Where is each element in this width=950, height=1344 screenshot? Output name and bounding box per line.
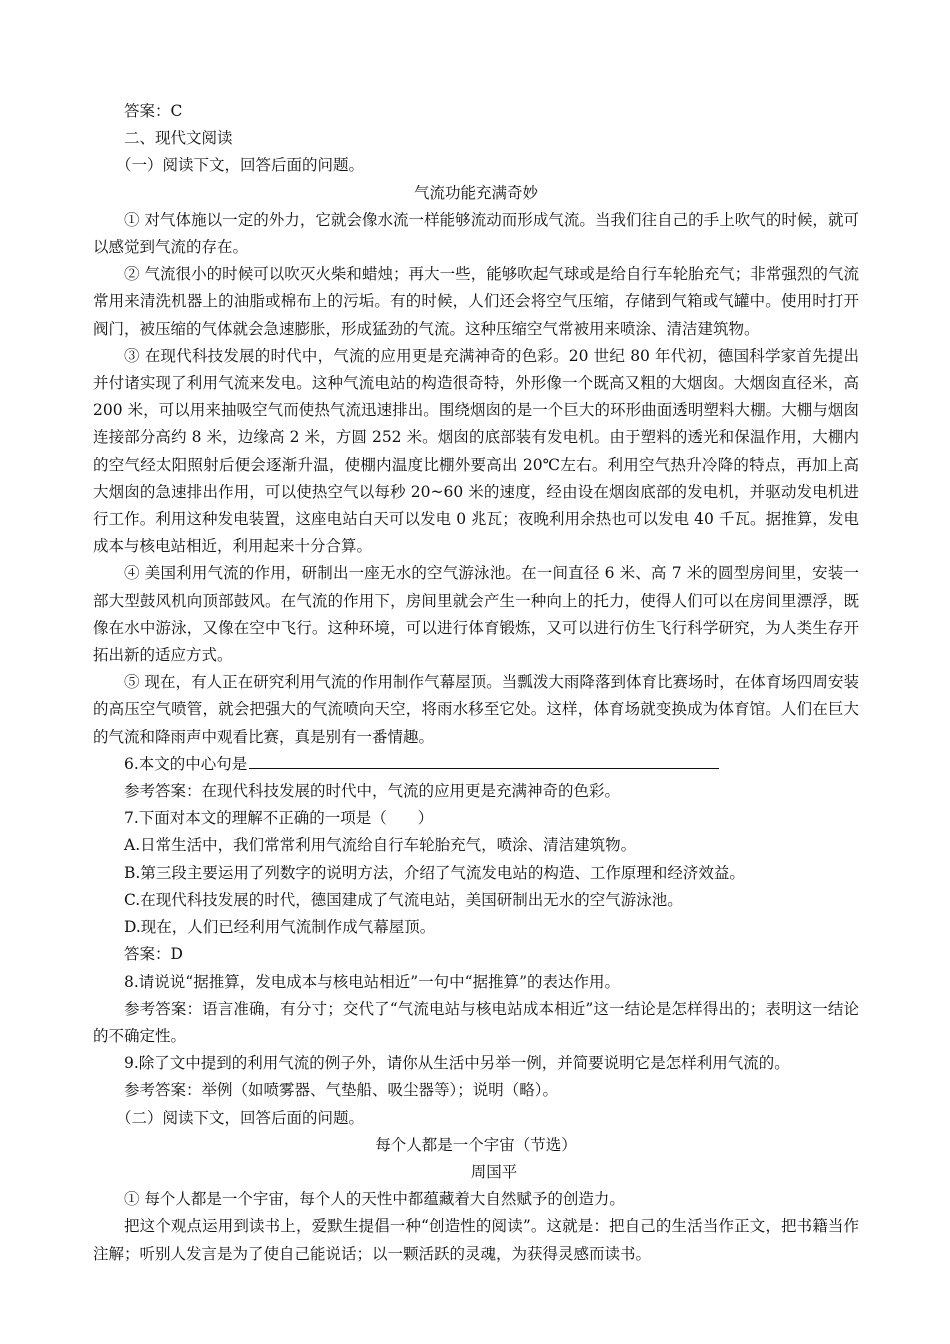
answer-line: 答案：C xyxy=(124,102,183,120)
paragraph: 把这个观点运用到读书上，爱默生提倡一种“创造性的阅读”。这就是：把自己的生活当作正文，把书籍当作注解；听别人发言是为了使自己能说话；以一颗活跃的灵魂，为获得灵感而读书。 xyxy=(93,1217,859,1263)
answer-line: 答案：D xyxy=(124,945,183,964)
question-text: 6.本文的中心句是 xyxy=(124,754,248,773)
paragraph: ④ 美国利用气流的作用，研制出一座无水的空气游泳池。在一间直径 6 米、高 7 米的圆型房间里，安装一部大型鼓风机向顶部鼓风。在气流的作用下，房间里就会产生一种向上的托力，使得人们可以在房间里漂浮，既像在水中游泳，又像在空中飞行。这种环境，可以进行体育锻炼，又可以进行仿生飞行科学研究，为人类生存开拓出新的适应方式。 xyxy=(93,564,859,665)
option-c: C.在现代科技发展的时代，德国建成了气流电站，美国研制出无水的空气游泳池。 xyxy=(124,890,683,909)
article-title: 每个人都是一个宇宙（节选） xyxy=(375,1135,577,1154)
part-intro: （一）阅读下文，回答后面的问题。 xyxy=(116,156,365,175)
reference-answer: 参考答案：在现代科技发展的时代中，气流的应用更是充满神奇的色彩。 xyxy=(124,782,621,801)
option-a: A.日常生活中，我们常常利用气流给自行车轮胎充气，喷涂、清洁建筑物。 xyxy=(124,836,637,855)
reference-answer: 参考答案：举例（如喷雾器、气垫船、吸尘器等）；说明（略）。 xyxy=(124,1081,559,1100)
document-page xyxy=(93,98,859,1268)
paragraph: ② 气流很小的时候可以吹灭火柴和蜡烛；再大一些，能够吹起气球或是给自行车轮胎充气；非常强烈的气流常用来清洗机器上的油脂或棉布上的污垢。有的时候，人们还会将空气压缩，存储到气箱或气罐中。使用时打开阀门，被压缩的气体就会急速膨胀，形成猛劲的气流。这种压缩空气常被用来喷涂、清洁建筑物。 xyxy=(93,265,859,338)
answer-blank xyxy=(249,752,719,769)
question-9: 9.除了文中提到的利用气流的例子外，请你从生活中另举一例，并简要说明它是怎样利用气流的。 xyxy=(124,1054,790,1073)
part-intro: （二）阅读下文，回答后面的问题。 xyxy=(116,1108,365,1127)
paragraph: ③ 在现代科技发展的时代中，气流的应用更是充满神奇的色彩。20 世纪 80 年代初，德国科学家首先提出并付诸实现了利用气流来发电。这种气流电站的构造很奇特，外形像一个既高又粗的大烟囱。大烟囱直径米，高 200 米，可以用来抽吸空气而使热气流迅速排出。围绕烟囱的是一个巨大的环形曲面透明塑料大棚。大棚与烟囱连接部分高约 8 米，边缘高 2 米，方圆 252 米。烟囱的底部装有发电机。由于塑料的透光和保温作用，大棚内的空气经太阳照射后便会逐渐升温，使棚内温度比棚外要高出 20℃左右。利用空气热升冷降的特点，再加上高大烟囱的急速排出作用，可以使热空气以每秒 20~60 米的速度，经由设在烟囱底部的发电机，并驱动发电机进行工作。利用这种发电装置，这座电站白天可以发电 0 兆瓦；夜晚利用余热也可以发电 40 千瓦。据推算，发电成本与核电站相近，利用起来十分合算。 xyxy=(93,346,859,556)
question-8: 8.请说说“据推算，发电成本与核电站相近”一句中“据推算”的表达作用。 xyxy=(124,972,620,991)
article-author: 周国平 xyxy=(470,1162,518,1181)
question-6 xyxy=(93,751,859,778)
article-title: 气流功能充满奇妙 xyxy=(413,183,538,202)
question-7: 7.下面对本文的理解不正确的一项是（ ） xyxy=(124,809,434,828)
option-d: D.现在，人们已经利用气流制作成气幕屋顶。 xyxy=(124,918,436,937)
option-b: B.第三段主要运用了列数字的说明方法，介绍了气流发电站的构造、工作原理和经济效益。 xyxy=(124,863,745,882)
reference-answer: 参考答案：语言准确，有分寸；交代了“气流电站与核电站成本相近”这一结论是怎样得出的；表明这一结论的不确定性。 xyxy=(93,999,859,1045)
paragraph: ① 对气体施以一定的外力，它就会像水流一样能够流动而形成气流。当我们往自己的手上吹气的时候，就可以感觉到气流的存在。 xyxy=(93,210,859,257)
paragraph: ⑤ 现在，有人正在研究利用气流的作用制作气幕屋顶。当瓢泼大雨降落到体育比赛场时，在体育场四周安装的高压空气喷管，就会把强大的气流喷向天空，将雨水移至它处。这样，体育场就变换成为体育馆。人们在巨大的气流和降雨声中观看比赛，真是别有一番情趣。 xyxy=(93,673,859,746)
paragraph: ① 每个人都是一个宇宙，每个人的天性中都蕴藏着大自然赋予的创造力。 xyxy=(124,1190,625,1209)
section-heading: 二、现代文阅读 xyxy=(124,129,233,148)
